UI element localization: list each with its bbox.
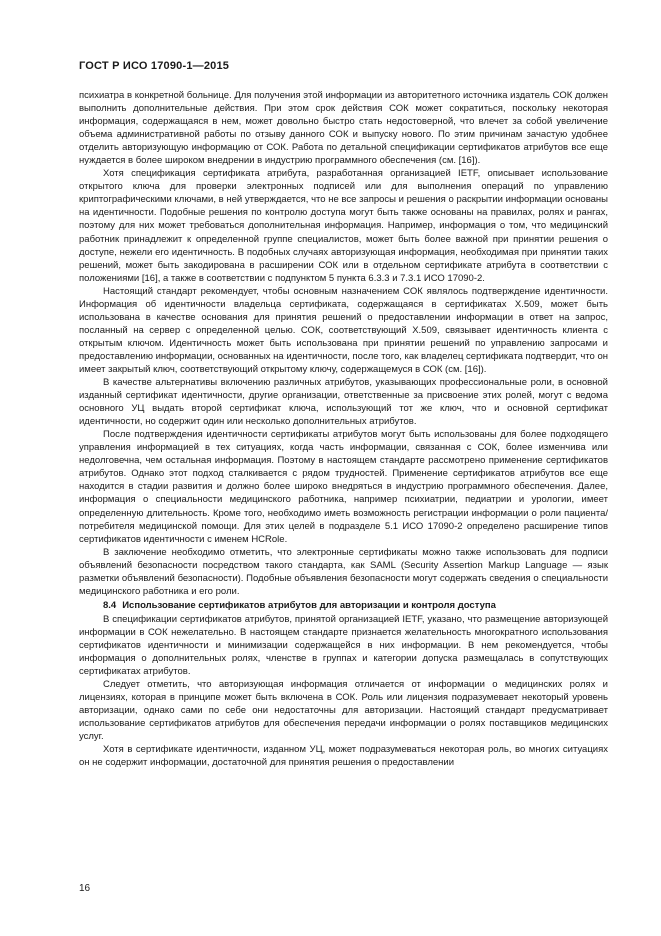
- document-body: [79, 89, 608, 769]
- paragraph: В спецификации сертификатов атрибутов, принятой организацией IETF, указано, что размещение авторизующей информации в СОК нежелательно. В настоящем стандарте признается желательность многократного использования сертификатов идентичности и минимизации содержащейся в них информации. В нем рекомендуется, чтобы информация о дополнительных ролях, членстве в группах и категории допуска размещалась в сопутствующих сертификатах атрибутов.: [79, 613, 608, 678]
- paragraph: Настоящий стандарт рекомендует, чтобы основным назначением СОК являлось подтверждение идентичности. Информация об идентичности владельца сертификата, содержащаяся в сертификатах X.509, может быть использована в качестве основания для принятия решений о предоставлении информации в ответ на запрос, посланный на сервер с определенной целью. СОК, соответствующий X.509, связывает идентичность клиента с открытым ключом. Идентичность может быть использована при принятии решений по управлению запросами и предоставлению информации, основанных на идентичности, после того, как владелец сертификата подтвердит, что он имеет закрытый ключ, соответствующий открытому ключу, содержащемуся в СОК (см. [16]).: [79, 285, 609, 375]
- paragraph: В качестве альтернативы включению различных атрибутов, указывающих профессиональные роли, в основной изданный сертификат идентичности, другие организации, ответственные за присвоение этих ролей, могут с ведома основного УЦ выдать второй сертификат ключа, использующий тот же ключ, что и основной сертификат идентичности, но содержит один или несколько дополнительных атрибутов.: [79, 377, 608, 428]
- section-number: 8.4: [103, 599, 117, 611]
- paragraph: В заключение необходимо отметить, что электронные сертификаты можно также использовать для подписи объявлений безопасности посредством такого стандарта, как SAML (Security Assertion Markup Language — язык разметки объявлений безопасности). Подобные объявления безопасности могут содержать сведения о специальности медицинского работника и его роли.: [79, 546, 608, 597]
- paragraph: психиатра в конкретной больнице. Для получения этой информации из авторитетного источника издатель СОК должен выполнить дополнительные действия. При этом срок действия СОК может сократиться, поскольку некоторая информация, содержащаяся в нем, может довольно быстро стать недостоверной, что влечет за собой увеличение объема административной работы по отзыву данного СОК и выпуску нового. По этим причинам зачастую удобнее отделить авторизующую информацию от СОК. Работа по детальной спецификации сертификатов атрибутов все еще нуждается в более широком внедрении в индустрию программного обеспечения (см. [16]).: [79, 90, 608, 167]
- paragraph: Хотя спецификация сертификата атрибута, разработанная организацией IETF, описывает использование открытого ключа для проверки электронных подписей или для выполнения операций по управлению криптографическими ключами, в ней утверждается, что не все запросы и решения о раскрытии информации основаны на идентичности. Подобные решения по контролю доступа могут быть также основаны на правилах, ролях и рангах, поэтому для них может требоваться дополнительная информация. Например, информация о том, что медицинский работник принадлежит к определенной группе специалистов, может быть более важной при принятии решения о доступе, нежели его идентичность. В подобных случаях авторизующая информация, необходимая при принятии таких решений, может быть закодирована в расширении СОК или в отдельном сертификате атрибута в соответствии с положениями [16], а также в соответствии с подпунктом 5 пункта 6.3.3 и 7.3.1 ИСО 17090-2.: [79, 168, 608, 284]
- page-number: 16: [79, 883, 91, 894]
- paragraph: После подтверждения идентичности сертификаты атрибутов могут быть использованы для более подходящего управления информацией в тех ситуациях, когда часть информации, связанная с СОК, более изменчива или недолговечна, чем остальная информация. Поэтому в настоящем стандарте рассмотрено применение сертификатов атрибутов. Однако этот подход сталкивается с рядом трудностей. Применение сертификатов атрибутов все еще находится в стадии развития и должно более широко внедряться в индустрию программного обеспечения. Далее, информация о специальности медицинского работника, например психиатрии, педиатрии и урологии, имеет определенную длительность. Кроме того, необходимо иметь возможность регистрации информации о роли пациента/потребителя медицинской помощи. Для этих целей в подразделе 5.1 ИСО 17090-2 определено расширение типов сертификатов идентичности с именем HCRole.: [79, 429, 608, 545]
- paragraph: Следует отметить, что авторизующая информация отличается от информации о медицинских ролях и лицензиях, которая в принципе может быть включена в СОК. Роль или лицензия подразумевает некоторый уровень авторизации, однако сами по себе они недостаточны для авторизации. Настоящий стандарт предусматривает использование сертификатов атрибутов для обеспечения передачи информации о ролях поставщиков медицинских услуг.: [79, 679, 608, 743]
- paragraph: Хотя в сертификате идентичности, изданном УЦ, может подразумеваться некоторая роль, во многих ситуациях он не содержит информации, достаточной для принятия решения о предоставлении: [79, 744, 608, 769]
- section-heading: [79, 598, 608, 613]
- document-header: ГОСТ Р ИСО 17090-1—2015: [79, 60, 230, 72]
- section-title: Использование сертификатов атрибутов для авторизации и контроля доступа: [122, 599, 496, 611]
